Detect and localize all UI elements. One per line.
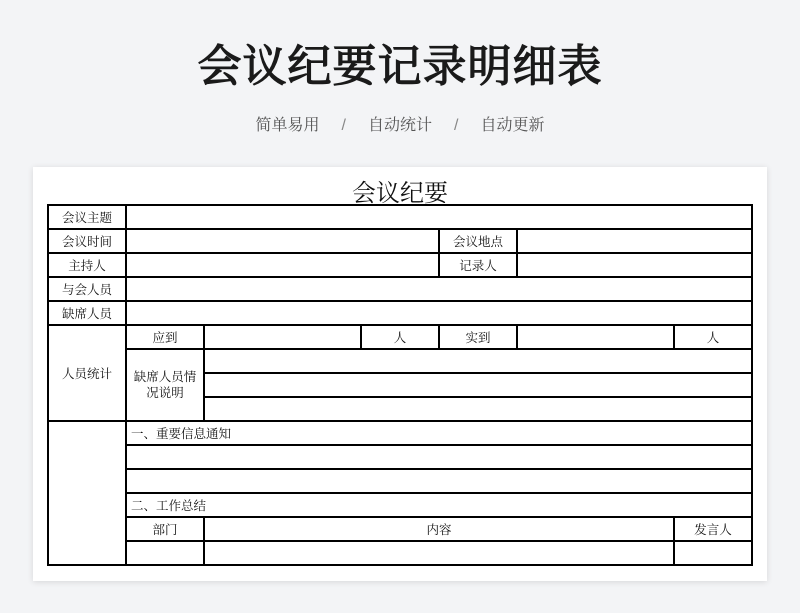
- separator: /: [454, 117, 459, 134]
- document-title: 会议纪要: [352, 179, 448, 207]
- speaker-field[interactable]: [674, 541, 752, 565]
- recorder-label: 记录人: [439, 253, 517, 277]
- content-column-header: 内容: [204, 517, 674, 541]
- topic-label: 会议主题: [48, 205, 126, 229]
- attendees-label: 与会人员: [48, 277, 126, 301]
- absent-label: 缺席人员: [48, 301, 126, 325]
- row-attendees: [48, 277, 752, 301]
- feature-auto-stats: 自动统计: [367, 117, 432, 134]
- hero-title: 会议纪要记录明细表: [197, 42, 603, 91]
- absence-note-label: 缺席人员情况说明: [126, 349, 204, 421]
- notice-line[interactable]: [126, 445, 752, 469]
- attendees-field[interactable]: [126, 277, 752, 301]
- hero-subtitle: [0, 112, 800, 135]
- minutes-form: [47, 204, 753, 566]
- row-time-place: [48, 229, 752, 253]
- content-field[interactable]: [204, 541, 674, 565]
- absent-field[interactable]: [126, 301, 752, 325]
- summary-section-label: 二、工作总结: [126, 493, 752, 517]
- place-label: 会议地点: [439, 229, 517, 253]
- expected-label: 应到: [126, 325, 204, 349]
- content-side-cell: [48, 421, 126, 565]
- actual-unit: 人: [674, 325, 752, 349]
- row-topic: [48, 205, 752, 229]
- row-notice-2: [48, 469, 752, 493]
- row-summary-header: [48, 493, 752, 517]
- absence-note-line[interactable]: [204, 349, 752, 373]
- host-field[interactable]: [126, 253, 439, 277]
- stats-label: 人员统计: [48, 325, 126, 421]
- row-notice-header: [48, 421, 752, 445]
- place-field[interactable]: [517, 229, 752, 253]
- separator: /: [341, 117, 346, 134]
- dept-field[interactable]: [126, 541, 204, 565]
- recorder-field[interactable]: [517, 253, 752, 277]
- row-notice-1: [48, 445, 752, 469]
- expected-unit: 人: [361, 325, 439, 349]
- actual-label: 实到: [439, 325, 517, 349]
- feature-auto-update: 自动更新: [480, 117, 545, 134]
- time-label: 会议时间: [48, 229, 126, 253]
- actual-field[interactable]: [517, 325, 674, 349]
- row-stats-count: [48, 325, 752, 349]
- document-sheet: [33, 167, 767, 581]
- row-absent: [48, 301, 752, 325]
- absence-note-line[interactable]: [204, 397, 752, 421]
- row-summary-entry: [48, 541, 752, 565]
- row-absence-note-1: [48, 349, 752, 373]
- time-field[interactable]: [126, 229, 439, 253]
- host-label: 主持人: [48, 253, 126, 277]
- expected-field[interactable]: [204, 325, 361, 349]
- row-summary-columns: [48, 517, 752, 541]
- topic-field[interactable]: [126, 205, 752, 229]
- absence-note-line[interactable]: [204, 373, 752, 397]
- dept-column-header: 部门: [126, 517, 204, 541]
- notice-section-label: 一、重要信息通知: [126, 421, 752, 445]
- feature-easy: 简单易用: [255, 117, 320, 134]
- row-host-recorder: [48, 253, 752, 277]
- speaker-column-header: 发言人: [674, 517, 752, 541]
- notice-line[interactable]: [126, 469, 752, 493]
